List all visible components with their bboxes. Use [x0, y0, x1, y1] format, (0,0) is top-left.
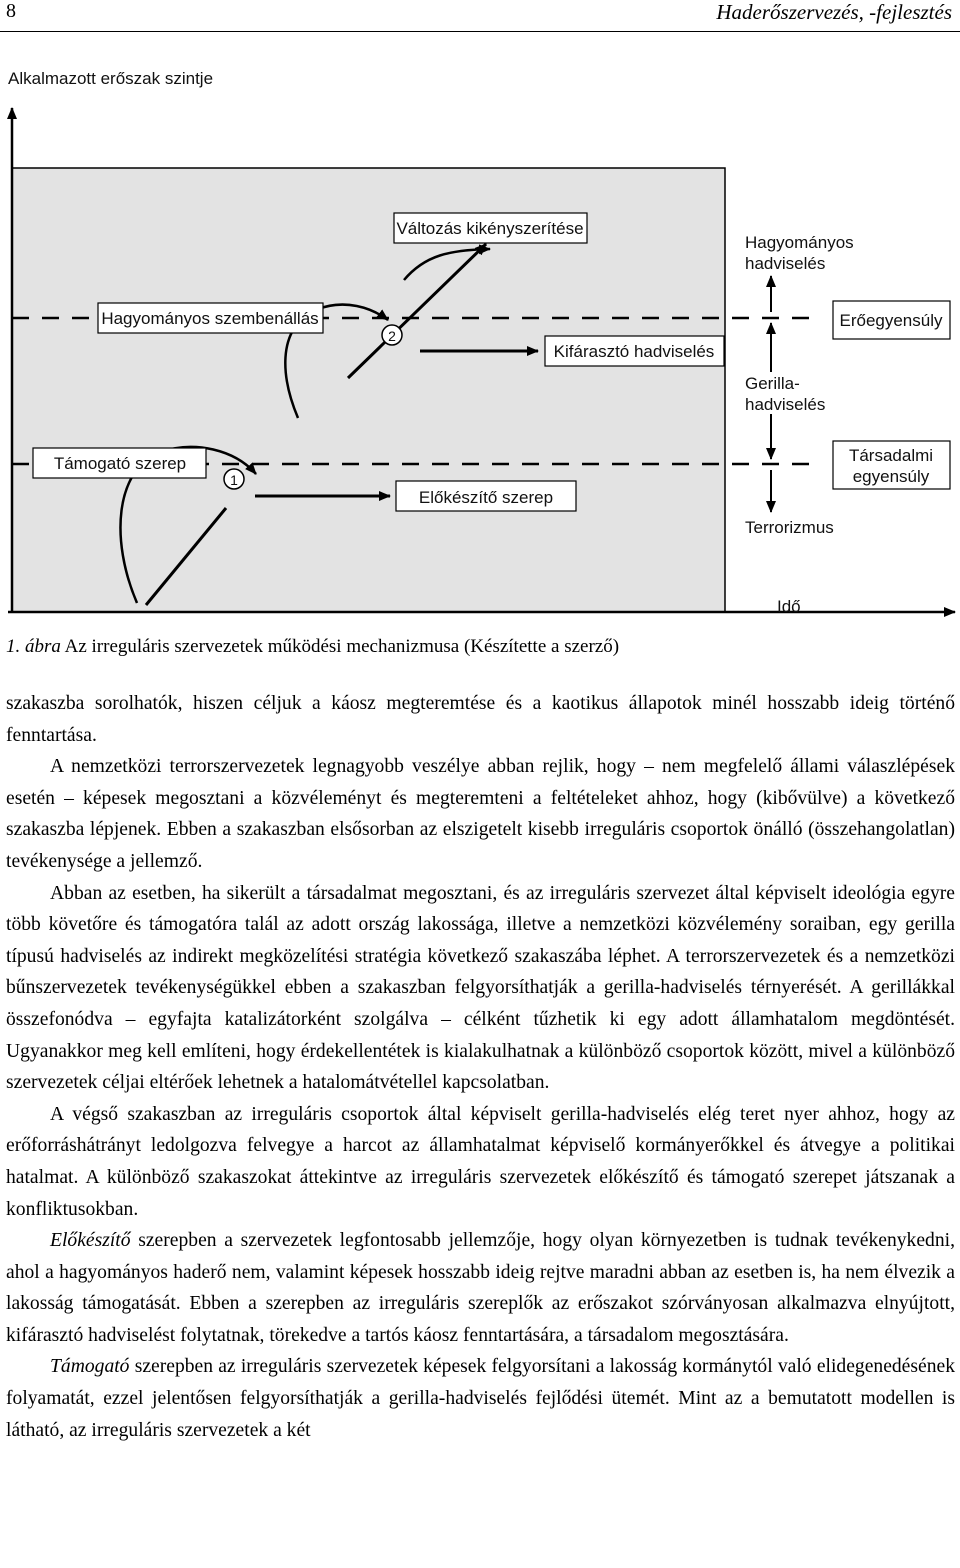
shaded-region: [12, 168, 725, 612]
paragraph-3: Abban az esetben, ha sikerült a társadalmat megosztani, és az irreguláris szervezet által képviselt ideológia egyre több követőre és támogatóra talál az adott ország lakossága, illetve a nemzetközi közvélemény soraiban, egy gerilla típusú hadviselés az indirekt megközelítési stratégia következő szakaszába léphet. A terrorszervezetek és a nemzetközi bűnszervezetek tevékenységükkel ebben a szakaszban felgyorsíthatják a gerilla-hadviselés térnyerését. A gerillákkal összefonódva – egyfajta katalizátorként szolgálva – célként tűzhetik ki egy adott államhatalom megdöntését. Ugyanakkor meg kell említeni, hogy érdekellentétek is kialakulhatnak a különböző csoportok között, mivel a különböző szervezetek céljai eltérőek lehetnek a hatalomátvétellel kapcsolatban.: [6, 882, 955, 1094]
step-1-number: 1: [230, 472, 238, 488]
box-valtozas-label: Változás kikényszerítése: [396, 219, 584, 238]
step-2-number: 2: [388, 328, 396, 344]
term-tamogato: Támogató: [50, 1356, 130, 1378]
paragraph-1: szakaszba sorolhatók, hiszen céljuk a káosz megteremtése és a kaotikus állapotok minél hosszabb ideig történő fenntartása.: [6, 693, 955, 746]
box-kifaraszto-label: Kifárasztó hadviselés: [553, 342, 715, 361]
figure-caption-text: Az irreguláris szervezetek működési mechanizmusa (Készítette a szerző): [60, 636, 620, 657]
label-gerilla-1: Gerilla-: [745, 374, 800, 393]
paragraph-2: A nemzetközi terrorszervezetek legnagyobb veszélye abban rejlik, hogy – nem megfelelő állami válaszlépések esetén – képesek megosztani a közvéleményt és megteremteni a feltételeket ahhoz, hogy (kibővülve) a következő szakaszba lépjenek. Ebben a szakaszban elsősorban az elszigetelt kisebb irreguláris csoportok önálló (összehangolatlan) tevékenysége a jellemző.: [6, 756, 955, 872]
page-number: 8: [6, 0, 16, 22]
label-hagyomanyos-1: Hagyományos: [745, 233, 854, 252]
x-axis-label: Idő: [777, 597, 801, 616]
page-header: [0, 0, 960, 32]
paragraph-6-text: szerepben az irreguláris szervezetek képesek felgyorsítani a lakosság kormánytól való elidegenedésének folyamatát, ezzel jelentősen felgyorsíthatják a gerilla-hadviselés fejlődési ütemét. Mint az a bemutatott modellen is látható, az irreguláris szervezetek a két: [6, 1356, 955, 1441]
box-tarsadalmi-label-2: egyensúly: [852, 467, 930, 486]
paragraph-4: A végső szakaszban az irreguláris csoportok által képviselt gerilla-hadviselés elég teret nyer ahhoz, hogy az erőforráshátrányt ledolgozva felvegye a harcot az államhatalmat képviselő kormányerőkkel és átvegye a politikai hatalmat. A különböző szakaszokat áttekintve az irreguláris szervezetek előkészítő és támogató szerepet játszanak a konfliktusokban.: [6, 1103, 955, 1220]
box-tamogato-label: Támogató szerep: [53, 454, 187, 473]
running-title: Haderőszervezés, -fejlesztés: [716, 0, 952, 24]
header-rule: [0, 31, 960, 32]
box-tarsadalmi-label-1: Társadalmi: [848, 446, 934, 465]
paragraph-5: [6, 1225, 955, 1351]
figure-caption: [6, 636, 619, 658]
term-elokeszito: Előkészítő: [50, 1230, 131, 1252]
figure-caption-number: 1. ábra: [6, 636, 61, 657]
paragraph-5-text: szerepben a szervezetek legfontosabb jellemzője, hogy olyan környezetben is tudnak tevékenykedni, ahol a hagyományos haderő nem, valamint képesek hosszabb ideig rejtve maradni abban az esetben is, ha nem élvezik a lakosság támogatását. Ebben a szerepben az irreguláris szereplők az erőszakot szórványosan alkalmazva elnyújtott, kifárasztó hadviselést folytatnak, törekedve a tartós káosz fenntartására, a társadalom megosztására.: [6, 1230, 955, 1346]
label-hagyomanyos-2: hadviselés: [745, 254, 826, 273]
label-terrorizmus: Terrorizmus: [745, 518, 834, 537]
label-gerilla-2: hadviselés: [745, 395, 826, 414]
box-hagyomanyos-szembenallas-label: Hagyományos szembenállás: [101, 309, 319, 328]
body-text: [6, 688, 955, 1446]
box-elokeszito-label: Előkészítő szerep: [418, 488, 554, 507]
box-eroegyensuly-label: Erőegyensúly: [839, 311, 943, 330]
y-axis-label: Alkalmazott erőszak szintje: [8, 69, 214, 88]
figure-diagram: [0, 40, 960, 630]
paragraph-6: [6, 1351, 955, 1446]
